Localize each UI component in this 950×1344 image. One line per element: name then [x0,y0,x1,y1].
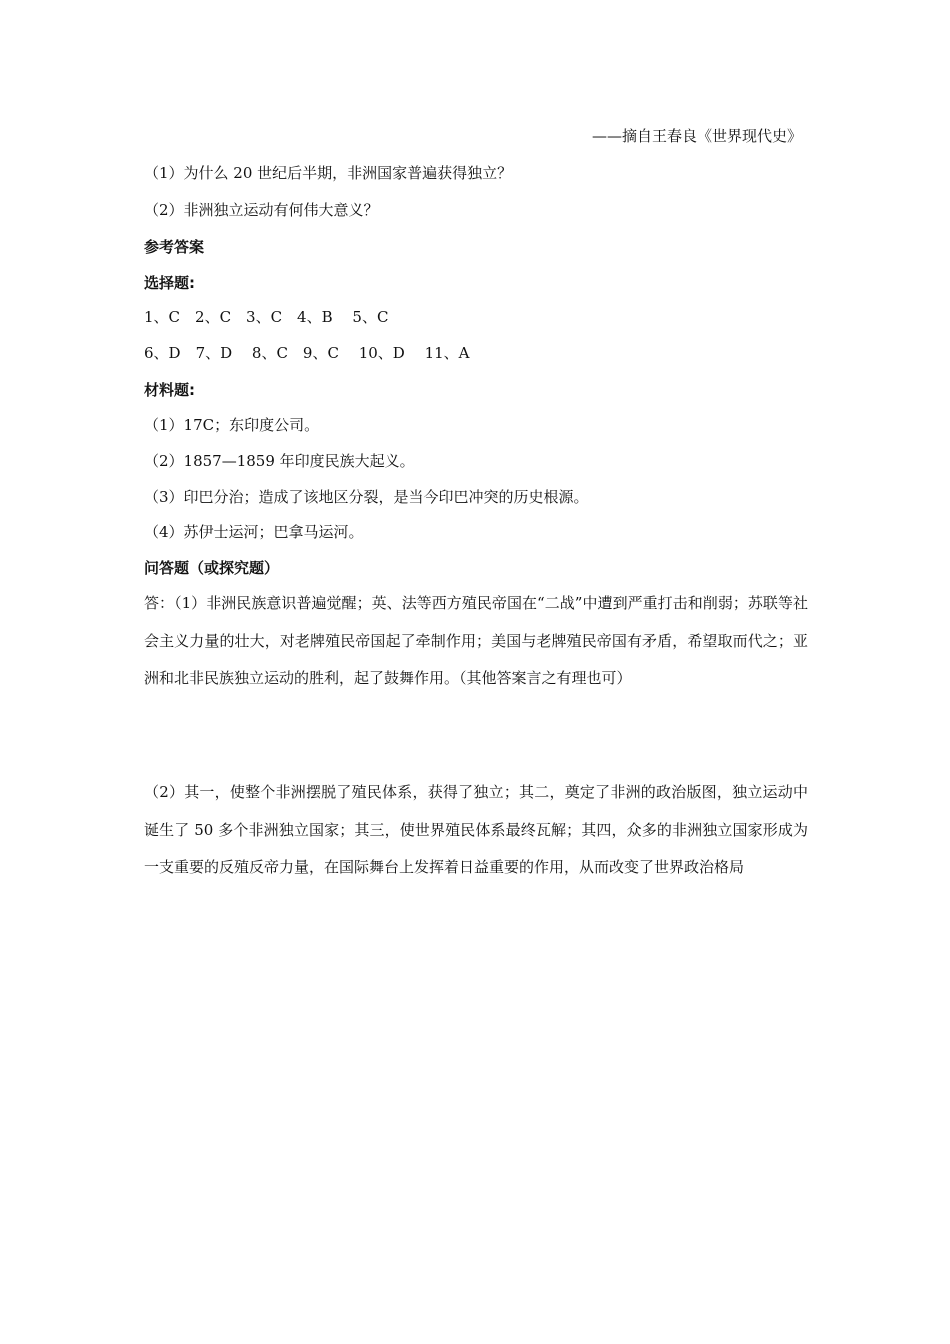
material-answer-3: （3）印巴分治；造成了该地区分裂，是当今印巴冲突的历史根源。 [144,488,589,506]
choice-answers-row-1: 1、C 2、C 3、C 4、B 5、C [144,308,389,326]
essay-answer-2: （2）其一，使整个非洲摆脱了殖民体系，获得了独立；其二，奠定了非洲的政治版图，独立运动中诞生了 50 多个非洲独立国家；其三，使世界殖民体系最终瓦解；其四，众多的非洲独立国家形成为一支重要的反殖反帝力量，在国际舞台上发挥着日益重要的作用，从而改变了世界政治格局 [144,783,808,876]
material-heading: 材料题: [144,381,195,399]
material-answer-1: （1）17C；东印度公司。 [144,416,320,434]
source-citation: ——摘自王春良《世界现代史》 [591,127,802,145]
choice-answers-row-2: 6、D 7、D 8、C 9、C 10、D 11、A [144,344,470,362]
material-answer-2: （2）1857—1859 年印度民族大起义。 [144,452,415,470]
choice-heading: 选择题: [144,274,195,292]
essay-answer-1: 答：（1）非洲民族意识普遍觉醒；英、法等西方殖民帝国在“二战”中遭到严重打击和削弱；苏联等社会主义力量的壮大，对老牌殖民帝国起了牵制作用；美国与老牌殖民帝国有矛盾，希望取而代之；亚洲和北非民族独立运动的胜利，起了鼓舞作用。（其他答案言之有理也可） [144,594,808,687]
answers-heading: 参考答案 [144,238,205,256]
question-1: （1）为什么 20 世纪后半期，非洲国家普遍获得独立？ [144,164,513,182]
question-2: （2）非洲独立运动有何伟大意义？ [144,201,379,219]
material-answer-4: （4）苏伊士运河；巴拿马运河。 [144,523,364,541]
essay-heading: 问答题（或探究题） [144,559,280,577]
